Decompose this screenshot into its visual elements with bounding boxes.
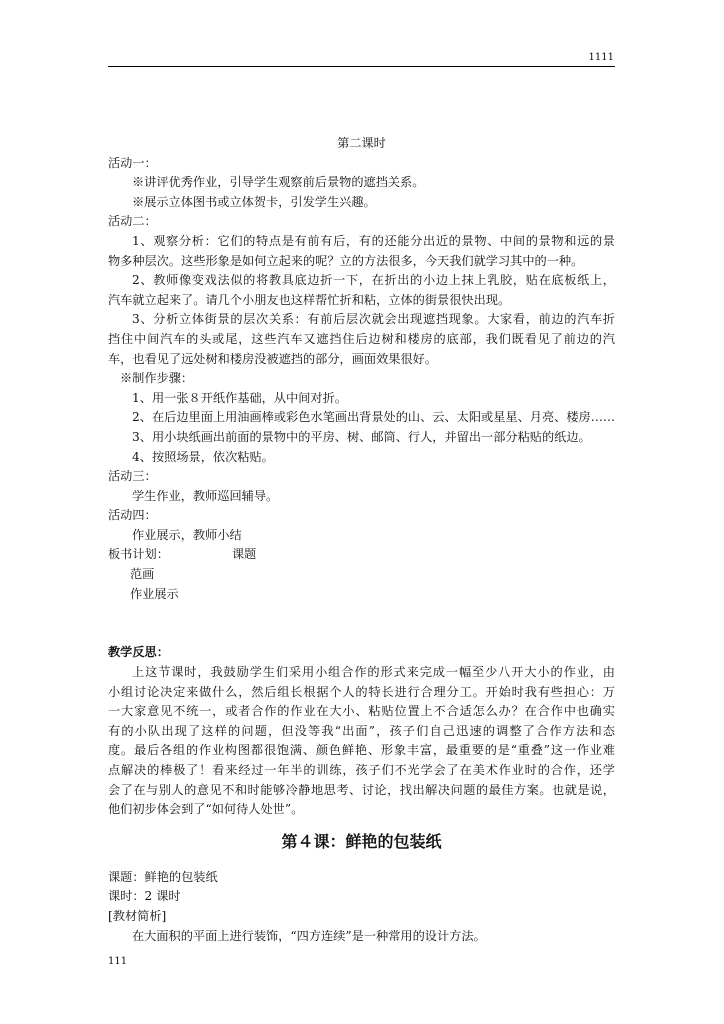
activity-1-label: 活动一： (108, 155, 157, 170)
activity-2-paragraph-line: 挡住中间汽车的头或尾，这些汽车又遮挡住后边树和楼房的底部，我们既看见了前边的汽 (108, 331, 615, 346)
header-rule (108, 66, 615, 67)
reflection-line: 上这节课时，我鼓励学生们采用小组合作的形式来完成一幅至少八开大小的作业，由 (132, 665, 615, 680)
activity-2-paragraph-line: 车，也看见了远处树和楼房没被遮挡的部分，画面效果很好。 (108, 351, 438, 366)
reflection-line: 度。最后各组的作业构图都很饱满、颜色鲜艳、形象丰富，最重要的是“重叠”这一作业难 (108, 743, 615, 758)
board-plan-item: 作业展示 (130, 586, 179, 601)
activity-3-label: 活动三： (108, 469, 157, 484)
activity-2-paragraph-line: 2、教师像变戏法似的将教具底边折一下，在折出的小边上抹上乳胶，贴在底板纸上， (132, 273, 615, 288)
lesson-title: 第二课时 (337, 136, 386, 150)
reflection-line: 一大家意见不统一，或者合作的作业在大小、粘贴位置上不合适怎么办？在合作中也确实 (108, 704, 615, 719)
lesson-4-topic: 课题：鲜艳的包装纸 (108, 869, 218, 884)
board-plan-item: 范画 (130, 567, 155, 582)
reflection-line: 会了在与别人的意见不和时能够冷静地思考、讨论，找出解决问题的最佳方案。也就是说， (108, 782, 615, 797)
step-item: 1、用一张８开纸作基础，从中间对折。 (132, 390, 347, 405)
lesson-4-analysis-text: 在大面积的平面上进行装饰，“四方连续”是一种常用的设计方法。 (132, 928, 486, 943)
reflection-title: 教学反思： (108, 645, 169, 660)
document-body (108, 134, 615, 946)
footer-page-number: 111 (108, 956, 128, 967)
step-item: 4、按照场景，依次粘贴。 (132, 449, 274, 464)
reflection-line: 他们初步体会到了“如何待人处世”。 (108, 802, 304, 817)
activity-2-paragraph-line: 汽车就立起来了。请几个小朋友也这样帮忙折和粘，立体的街景很快出现。 (108, 292, 511, 307)
activity-4-label: 活动四： (108, 508, 157, 523)
reflection-line: 小组讨论决定来做什么，然后组长根据个人的特长进行合理分工。开始时我有些担心：万 (108, 684, 615, 699)
activity-2-paragraph-line: 物多种层次。这些形象是如何立起来的呢？立的方法很多，今天我们就学习其中的一种。 (108, 253, 584, 268)
activity-2-label: 活动二： (108, 214, 157, 229)
activity-1-item: ※讲评优秀作业，引导学生观察前后景物的遮挡关系。 (132, 175, 425, 190)
activity-2-paragraph-line: 1、观察分析：它们的特点是有前有后，有的还能分出近的景物、中间的景物和远的景 (132, 233, 615, 248)
steps-label: ※制作步骤： (120, 371, 194, 386)
reflection-line: 点解决的棒极了！看来经过一年半的训练，孩子们不光学会了在美术作业时的合作，还学 (108, 763, 615, 777)
header-page-number: 1111 (588, 52, 614, 63)
activity-1-item: ※展示立体图书或立体贺卡，引发学生兴趣。 (132, 194, 376, 209)
board-plan-row (108, 545, 615, 565)
board-plan-label: 板书计划： (108, 547, 169, 562)
board-plan-topic: 课题 (232, 547, 257, 562)
lesson-4-heading: 第４课：鲜艳的包装纸 (281, 831, 442, 851)
lesson-4-analysis-label: [教材简析] (108, 908, 167, 923)
step-item: 3、用小块纸画出前面的景物中的平房、树、邮筒、行人，并留出一部分粘贴的纸边。 (132, 429, 591, 444)
reflection-line: 有的小队出现了这样的问题，但没等我“出面”，孩子们自己迅速的调整了合作方法和态 (108, 723, 615, 738)
step-item: 2、在后边里面上用油画棒或彩色水笔画出背景处的山、云、太阳或星星、月亮、楼房…… (132, 410, 616, 425)
activity-2-paragraph-line: 3、分析立体街景的层次关系：有前后层次就会出现遮挡现象。大家看，前边的汽车折 (132, 312, 615, 327)
activity-4-text: 作业展示，教师小结 (132, 527, 242, 542)
activity-3-text: 学生作业，教师巡回辅导。 (132, 488, 279, 503)
lesson-4-hours: 课时：2 课时 (108, 889, 181, 904)
